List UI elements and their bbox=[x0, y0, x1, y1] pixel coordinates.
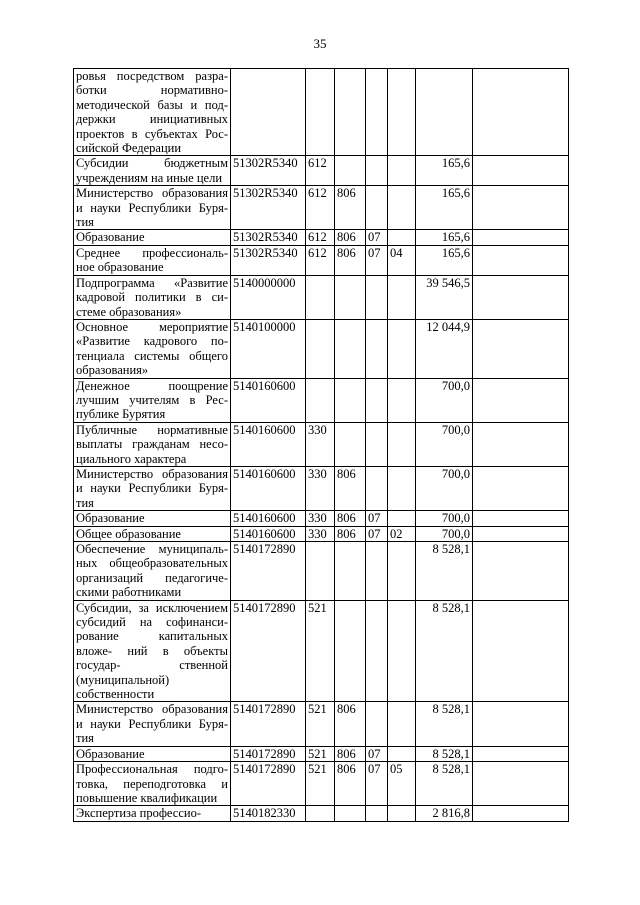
row-pr-cell bbox=[388, 422, 416, 466]
table-row bbox=[74, 806, 569, 821]
row-extra-cell bbox=[473, 702, 569, 746]
row-name-cell: ровья посредством разра- ботки нормативно- методической базы и под- держки инициативных проектов в субъектах Рос- сийской Федерации bbox=[74, 69, 231, 156]
row-gr-cell bbox=[335, 542, 366, 601]
row-gr-cell: 806 bbox=[335, 762, 366, 806]
row-csr-cell: 5140172890 bbox=[231, 746, 306, 761]
table-row bbox=[74, 245, 569, 275]
row-gr-cell bbox=[335, 319, 366, 378]
row-sum-cell: 165,6 bbox=[416, 156, 473, 186]
row-gr-cell: 806 bbox=[335, 245, 366, 275]
table-row bbox=[74, 702, 569, 746]
row-vr-cell: 612 bbox=[306, 230, 335, 245]
row-csr-cell: 5140160600 bbox=[231, 511, 306, 526]
row-pr-cell bbox=[388, 156, 416, 186]
row-vr-cell bbox=[306, 542, 335, 601]
row-pr-cell: 05 bbox=[388, 762, 416, 806]
row-sum-cell: 2 816,8 bbox=[416, 806, 473, 821]
row-pr-cell bbox=[388, 230, 416, 245]
row-name-cell: Основное мероприятие «Развитие кадрового по- тенциала системы общего образования» bbox=[74, 319, 231, 378]
row-name-cell: Общее образование bbox=[74, 526, 231, 541]
row-rz-cell bbox=[366, 422, 388, 466]
row-sum-cell: 8 528,1 bbox=[416, 542, 473, 601]
row-rz-cell: 07 bbox=[366, 526, 388, 541]
row-sum-cell: 700,0 bbox=[416, 511, 473, 526]
table-row bbox=[74, 319, 569, 378]
row-extra-cell bbox=[473, 156, 569, 186]
row-rz-cell bbox=[366, 378, 388, 422]
table-row bbox=[74, 746, 569, 761]
row-rz-cell bbox=[366, 319, 388, 378]
row-sum-cell: 8 528,1 bbox=[416, 762, 473, 806]
row-pr-cell bbox=[388, 186, 416, 230]
row-csr-cell: 51302R5340 bbox=[231, 230, 306, 245]
row-rz-cell: 07 bbox=[366, 511, 388, 526]
row-pr-cell: 02 bbox=[388, 526, 416, 541]
row-extra-cell bbox=[473, 69, 569, 156]
row-name-cell: Подпрограмма «Развитие кадровой политики в си- стеме образования» bbox=[74, 275, 231, 319]
row-vr-cell: 330 bbox=[306, 511, 335, 526]
row-extra-cell bbox=[473, 378, 569, 422]
row-csr-cell: 5140100000 bbox=[231, 319, 306, 378]
row-gr-cell: 806 bbox=[335, 230, 366, 245]
row-pr-cell bbox=[388, 746, 416, 761]
row-rz-cell: 07 bbox=[366, 245, 388, 275]
row-csr-cell: 5140160600 bbox=[231, 526, 306, 541]
row-csr-cell: 5140182330 bbox=[231, 806, 306, 821]
row-csr-cell: 5140172890 bbox=[231, 762, 306, 806]
row-csr-cell: 51302R5340 bbox=[231, 156, 306, 186]
row-vr-cell bbox=[306, 378, 335, 422]
table-row bbox=[74, 69, 569, 156]
row-name-cell: Публичные нормативные выплаты гражданам несо- циального характера bbox=[74, 422, 231, 466]
table-row bbox=[74, 762, 569, 806]
row-extra-cell bbox=[473, 762, 569, 806]
row-vr-cell: 612 bbox=[306, 245, 335, 275]
row-gr-cell bbox=[335, 275, 366, 319]
row-rz-cell bbox=[366, 156, 388, 186]
row-extra-cell bbox=[473, 245, 569, 275]
row-csr-cell: 51302R5340 bbox=[231, 186, 306, 230]
row-gr-cell: 806 bbox=[335, 186, 366, 230]
row-sum-cell: 700,0 bbox=[416, 422, 473, 466]
row-rz-cell bbox=[366, 466, 388, 510]
row-vr-cell bbox=[306, 806, 335, 821]
row-pr-cell bbox=[388, 702, 416, 746]
row-pr-cell bbox=[388, 275, 416, 319]
table-row bbox=[74, 422, 569, 466]
row-sum-cell: 8 528,1 bbox=[416, 600, 473, 702]
row-pr-cell bbox=[388, 319, 416, 378]
row-name-cell: Министерство образования и науки Республики Буря- тия bbox=[74, 466, 231, 510]
row-extra-cell bbox=[473, 600, 569, 702]
row-csr-cell: 5140160600 bbox=[231, 422, 306, 466]
row-gr-cell: 806 bbox=[335, 466, 366, 510]
row-sum-cell bbox=[416, 69, 473, 156]
row-pr-cell: 04 bbox=[388, 245, 416, 275]
row-name-cell: Среднее профессиональ- ное образование bbox=[74, 245, 231, 275]
row-vr-cell bbox=[306, 69, 335, 156]
row-vr-cell: 612 bbox=[306, 186, 335, 230]
table-row bbox=[74, 230, 569, 245]
row-vr-cell: 521 bbox=[306, 762, 335, 806]
row-pr-cell bbox=[388, 69, 416, 156]
row-csr-cell bbox=[231, 69, 306, 156]
row-extra-cell bbox=[473, 746, 569, 761]
row-rz-cell: 07 bbox=[366, 762, 388, 806]
row-pr-cell bbox=[388, 378, 416, 422]
row-extra-cell bbox=[473, 511, 569, 526]
row-gr-cell: 806 bbox=[335, 526, 366, 541]
table-row bbox=[74, 186, 569, 230]
row-pr-cell bbox=[388, 542, 416, 601]
row-extra-cell bbox=[473, 466, 569, 510]
row-name-cell: Образование bbox=[74, 746, 231, 761]
row-csr-cell: 5140172890 bbox=[231, 542, 306, 601]
row-csr-cell: 51302R5340 bbox=[231, 245, 306, 275]
row-rz-cell bbox=[366, 275, 388, 319]
row-extra-cell bbox=[473, 806, 569, 821]
row-csr-cell: 5140172890 bbox=[231, 702, 306, 746]
row-gr-cell bbox=[335, 69, 366, 156]
row-vr-cell: 330 bbox=[306, 422, 335, 466]
row-extra-cell bbox=[473, 526, 569, 541]
row-extra-cell bbox=[473, 230, 569, 245]
row-pr-cell bbox=[388, 600, 416, 702]
row-gr-cell bbox=[335, 378, 366, 422]
row-pr-cell bbox=[388, 511, 416, 526]
row-rz-cell: 07 bbox=[366, 230, 388, 245]
row-vr-cell bbox=[306, 319, 335, 378]
row-sum-cell: 39 546,5 bbox=[416, 275, 473, 319]
row-rz-cell bbox=[366, 806, 388, 821]
row-rz-cell bbox=[366, 542, 388, 601]
budget-table bbox=[73, 68, 569, 822]
row-rz-cell bbox=[366, 702, 388, 746]
row-vr-cell: 521 bbox=[306, 702, 335, 746]
row-extra-cell bbox=[473, 275, 569, 319]
table-row bbox=[74, 511, 569, 526]
table-body bbox=[74, 69, 569, 822]
row-gr-cell bbox=[335, 156, 366, 186]
row-rz-cell bbox=[366, 69, 388, 156]
row-sum-cell: 165,6 bbox=[416, 245, 473, 275]
row-gr-cell bbox=[335, 422, 366, 466]
row-name-cell: Субсидии, за исключением субсидий на софинанси- рование капитальных вложе- ний в объекты государ- ственной (муниципальной) собственности bbox=[74, 600, 231, 702]
row-csr-cell: 5140172890 bbox=[231, 600, 306, 702]
row-vr-cell: 330 bbox=[306, 466, 335, 510]
row-vr-cell bbox=[306, 275, 335, 319]
row-name-cell: Экспертиза профессио- bbox=[74, 806, 231, 821]
row-name-cell: Образование bbox=[74, 511, 231, 526]
row-gr-cell: 806 bbox=[335, 511, 366, 526]
row-gr-cell: 806 bbox=[335, 702, 366, 746]
row-sum-cell: 165,6 bbox=[416, 230, 473, 245]
row-gr-cell: 806 bbox=[335, 746, 366, 761]
row-rz-cell: 07 bbox=[366, 746, 388, 761]
row-pr-cell bbox=[388, 806, 416, 821]
table-row bbox=[74, 378, 569, 422]
table-row bbox=[74, 542, 569, 601]
row-sum-cell: 700,0 bbox=[416, 378, 473, 422]
row-gr-cell bbox=[335, 600, 366, 702]
row-csr-cell: 5140000000 bbox=[231, 275, 306, 319]
row-name-cell: Денежное поощрение лучшим учителям в Рес- публике Бурятия bbox=[74, 378, 231, 422]
row-vr-cell: 521 bbox=[306, 600, 335, 702]
row-vr-cell: 521 bbox=[306, 746, 335, 761]
row-name-cell: Министерство образования и науки Республики Буря- тия bbox=[74, 702, 231, 746]
row-name-cell: Субсидии бюджетным учреждениям на иные цели bbox=[74, 156, 231, 186]
row-rz-cell bbox=[366, 186, 388, 230]
row-sum-cell: 165,6 bbox=[416, 186, 473, 230]
row-sum-cell: 700,0 bbox=[416, 526, 473, 541]
table-row bbox=[74, 466, 569, 510]
row-vr-cell: 612 bbox=[306, 156, 335, 186]
row-name-cell: Профессиональная подго- товка, переподготовка и повышение квалификации bbox=[74, 762, 231, 806]
row-name-cell: Министерство образования и науки Республики Буря- тия bbox=[74, 186, 231, 230]
row-extra-cell bbox=[473, 186, 569, 230]
row-extra-cell bbox=[473, 422, 569, 466]
row-rz-cell bbox=[366, 600, 388, 702]
row-gr-cell bbox=[335, 806, 366, 821]
row-sum-cell: 700,0 bbox=[416, 466, 473, 510]
row-vr-cell: 330 bbox=[306, 526, 335, 541]
table-row bbox=[74, 600, 569, 702]
row-sum-cell: 12 044,9 bbox=[416, 319, 473, 378]
row-extra-cell bbox=[473, 542, 569, 601]
row-name-cell: Образование bbox=[74, 230, 231, 245]
table-row bbox=[74, 275, 569, 319]
row-pr-cell bbox=[388, 466, 416, 510]
page-number: 35 bbox=[313, 36, 327, 51]
table-row bbox=[74, 526, 569, 541]
row-name-cell: Обеспечение муниципаль- ных общеобразовательных организаций педагогиче- скими работниками bbox=[74, 542, 231, 601]
row-csr-cell: 5140160600 bbox=[231, 466, 306, 510]
row-extra-cell bbox=[473, 319, 569, 378]
row-sum-cell: 8 528,1 bbox=[416, 702, 473, 746]
table-row bbox=[74, 156, 569, 186]
row-sum-cell: 8 528,1 bbox=[416, 746, 473, 761]
row-csr-cell: 5140160600 bbox=[231, 378, 306, 422]
